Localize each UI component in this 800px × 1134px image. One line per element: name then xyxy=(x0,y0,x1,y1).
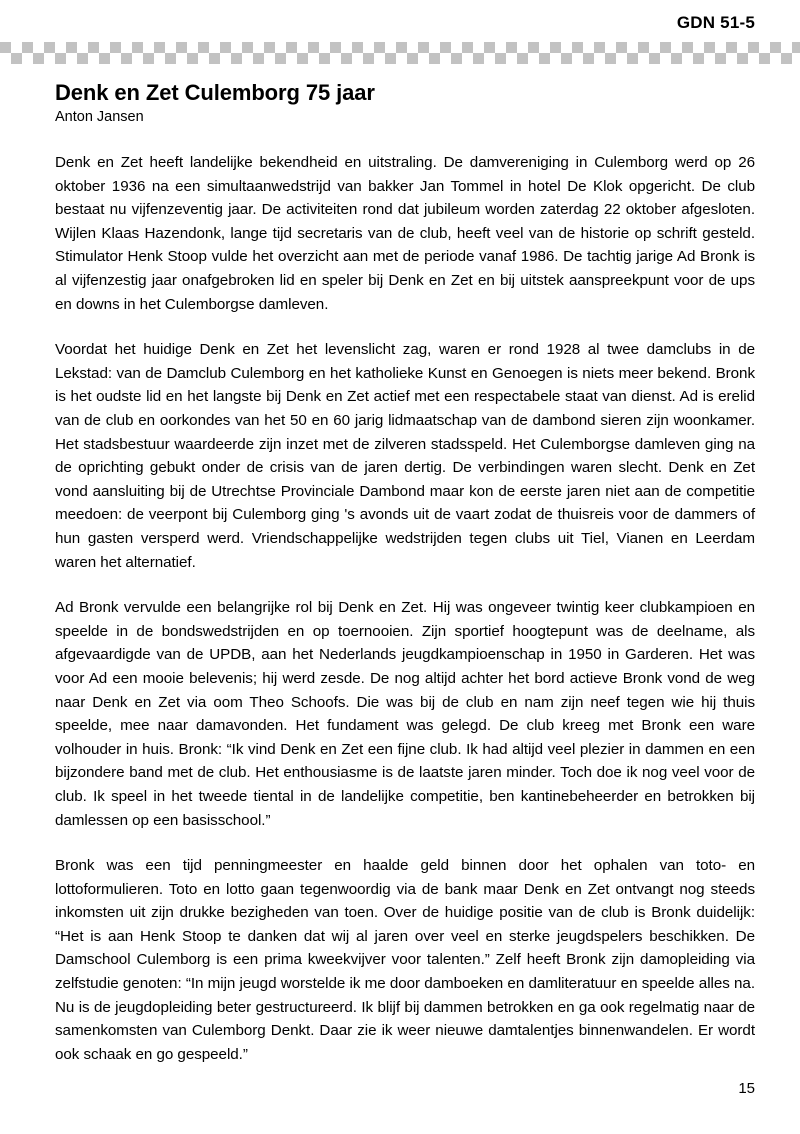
checkerboard-row-top xyxy=(0,42,800,53)
article-paragraph: Voordat het huidige Denk en Zet het levenslicht zag, waren er rond 1928 al twee damclubs in de Lekstad: van de Damclub Culemborg en het katholieke Kunst en Genoegen is niets meer bekend. Bronk is het oudste lid en het langste bij Denk en Zet actief met een respectabele staat van dienst. Ad is erelid van de club en oorkondes van het 50 en 60 jarig lidmaatschap van de dambond sieren zijn woonkamer. Het stadsbestuur waardeerde zijn inzet met de zilveren stadsspeld. Het Culemborgse damleven ging na de oprichting gebukt onder de crisis van de jaren dertig. De verbindingen waren slecht. Denk en Zet vond aansluiting bij de Utrechtse Provinciale Dambond maar kon de eerste jaren niet aan de competitie meedoen: de veerpont bij Culemborg ging 's avonds uit de vaart zodat de thuisreis voor de dammers of hun gasten versperd werd. Vriendschappelijke wedstrijden tegen clubs uit Tiel, Vianen en Leerdam waren het alternatief. xyxy=(55,341,755,571)
checkerboard-row-bottom xyxy=(0,53,800,64)
article-paragraph: Bronk was een tijd penningmeester en haalde geld binnen door het ophalen van toto- en lottoformulieren. Toto en lotto gaan tegenwoordig via de bank maar Denk en Zet ontvangt nog steeds inkomsten uit zijn drukke bezigheden van toen. Over de huidige positie van de club is Bronk duidelijk: “Het is aan Henk Stoop te danken dat wij al jaren over veel en sterke jeugdspelers beschikken. De Damschool Culemborg is een prima kweekvijver voor talenten.” Zelf heeft Bronk zijn damopleiding via zelfstudie genoten: “In mijn jeugd worstelde ik me door damboeken en damliteratuur en speelde alles na. Nu is de jeugdopleiding beter gestructureerd. Ik blijf bij dammen betrokken en ga ook regelmatig naar de samenkomsten van Culemborg Denkt. Daar zie ik weer nieuwe damtalentjes binnenwandelen. Er wordt ook schaak en go gespeeld.” xyxy=(55,857,755,1063)
article-paragraph: Ad Bronk vervulde een belangrijke rol bij Denk en Zet. Hij was ongeveer twintig keer clubkampioen en speelde in de bondswedstrijden en op toernooien. Zijn sportief hoogtepunt was de deelname, als afgevaardigde van de UPDB, aan het Nederlands jeugdkampioenschap in 1950 in Garderen. Het was voor Ad een mooie belevenis; hij werd zesde. De nog altijd achter het bord actieve Bronk vond de weg naar Denk en Zet via oom Theo Schoofs. Die was bij de club en nam zijn neef tegen wie hij thuis speelde, mee naar damavonden. Het fundament was gelegd. De club kreeg met Bronk een ware volhouder in huis. Bronk: “Ik vind Denk en Zet een fijne club. Ik had altijd veel plezier in dammen en een bijzondere band met de club. Het enthousiasme is de laatste jaren minder. Toch doe ik nog veel voor de club. Ik speel in het tweede tiental in de landelijke competitie, ben kantinebeheerder en betrokken bij damlessen op een basisschool.” xyxy=(55,599,755,829)
article-paragraph: Denk en Zet heeft landelijke bekendheid en uitstraling. De damvereniging in Culemborg werd op 26 oktober 1936 na een simultaanwedstrijd van bakker Jan Tommel in hotel De Klok opgericht. De club bestaat nu vijfenzeventig jaar. De activiteiten rond dat jubileum worden zaterdag 22 oktober afgesloten. Wijlen Klaas Hazendonk, lange tijd secretaris van de club, heeft veel van de historie op schrift gesteld. Stimulator Henk Stoop vulde het overzicht aan met de periode vanaf 1986. De tachtig jarige Ad Bronk is al vijfenzestig jaar onafgebroken lid en speler bij Denk en Zet en bij uitstek aanspreekpunt voor de ups en downs in het Culemborgse damleven. xyxy=(55,154,755,313)
article-title: Denk en Zet Culemborg 75 jaar xyxy=(55,80,375,105)
article xyxy=(55,80,755,1066)
article-byline: Anton Jansen xyxy=(55,108,144,125)
article-body xyxy=(55,151,755,1066)
page-number: 15 xyxy=(738,1080,755,1097)
running-header xyxy=(0,0,800,42)
checkerboard-divider xyxy=(0,42,800,64)
issue-code: GDN 51-5 xyxy=(676,13,755,32)
